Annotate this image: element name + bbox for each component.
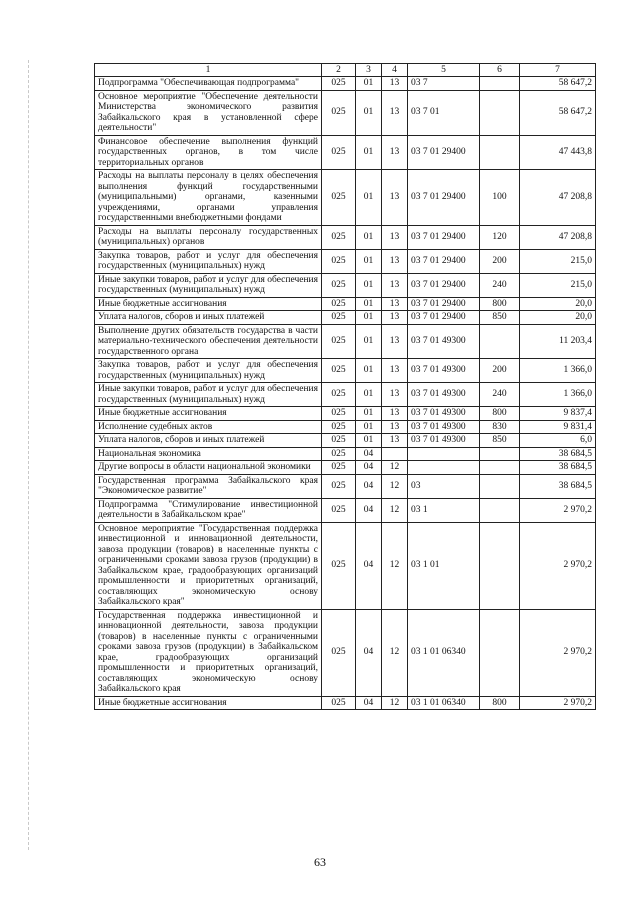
cell-subsection: 12 (382, 522, 408, 609)
cell-amount: 47 443,8 (520, 135, 596, 170)
column-header: 5 (408, 64, 480, 77)
table-header-row (95, 64, 596, 77)
cell-expense-type: 200 (480, 249, 520, 273)
cell-target-article: 03 7 (408, 77, 480, 91)
cell-target-article: 03 7 01 29400 (408, 311, 480, 325)
cell-target-article: 03 7 01 49300 (408, 420, 480, 434)
table-row (95, 434, 596, 448)
column-header: 7 (520, 64, 596, 77)
cell-subsection: 13 (382, 225, 408, 249)
cell-admin-code: 025 (322, 170, 356, 226)
cell-target-article: 03 7 01 29400 (408, 297, 480, 311)
cell-expense-type (480, 77, 520, 91)
cell-section: 01 (356, 420, 382, 434)
cell-subsection: 13 (382, 297, 408, 311)
cell-subsection: 13 (382, 90, 408, 135)
cell-amount: 6,0 (520, 434, 596, 448)
cell-name: Закупка товаров, работ и услуг для обеспечения государственных (муниципальных) нужд (95, 249, 322, 273)
cell-section: 01 (356, 77, 382, 91)
cell-amount: 38 684,5 (520, 447, 596, 461)
cell-subsection: 13 (382, 383, 408, 407)
table-row (95, 297, 596, 311)
cell-amount: 47 208,8 (520, 170, 596, 226)
cell-section: 04 (356, 498, 382, 522)
cell-admin-code: 025 (322, 225, 356, 249)
cell-section: 04 (356, 461, 382, 475)
column-header: 6 (480, 64, 520, 77)
cell-target-article: 03 7 01 49300 (408, 359, 480, 383)
cell-name: Уплата налогов, сборов и иных платежей (95, 434, 322, 448)
cell-admin-code: 025 (322, 498, 356, 522)
cell-amount: 215,0 (520, 249, 596, 273)
table-row (95, 273, 596, 297)
cell-target-article: 03 1 01 06340 (408, 609, 480, 696)
cell-name: Иные бюджетные ассигнования (95, 297, 322, 311)
table-row (95, 90, 596, 135)
cell-expense-type: 120 (480, 225, 520, 249)
column-header: 4 (382, 64, 408, 77)
cell-name: Выполнение других обязательств государства в части материально-технического обеспечения деятельности государственного органа (95, 324, 322, 359)
cell-name: Иные закупки товаров, работ и услуг для обеспечения государственных (муниципальных) нужд (95, 273, 322, 297)
cell-name: Другие вопросы в области национальной экономики (95, 461, 322, 475)
cell-target-article: 03 (408, 474, 480, 498)
cell-name: Основное мероприятие "Обеспечение деятельности Министерства экономического развития Забайкальского края в установленной сфере деятельности" (95, 90, 322, 135)
cell-name: Национальная экономика (95, 447, 322, 461)
cell-section: 01 (356, 434, 382, 448)
page-edge-line (28, 60, 29, 850)
cell-target-article: 03 7 01 49300 (408, 383, 480, 407)
cell-section: 04 (356, 474, 382, 498)
cell-expense-type: 830 (480, 420, 520, 434)
cell-admin-code: 025 (322, 359, 356, 383)
table-row (95, 324, 596, 359)
column-header: 2 (322, 64, 356, 77)
cell-admin-code: 025 (322, 474, 356, 498)
cell-subsection: 12 (382, 474, 408, 498)
cell-section: 01 (356, 135, 382, 170)
cell-admin-code: 025 (322, 90, 356, 135)
cell-expense-type (480, 609, 520, 696)
cell-admin-code: 025 (322, 434, 356, 448)
table-row (95, 609, 596, 696)
cell-target-article: 03 7 01 (408, 90, 480, 135)
cell-amount: 47 208,8 (520, 225, 596, 249)
table-row (95, 311, 596, 325)
table-row (95, 420, 596, 434)
cell-admin-code: 025 (322, 522, 356, 609)
cell-subsection: 13 (382, 249, 408, 273)
cell-subsection (382, 447, 408, 461)
cell-amount: 11 203,4 (520, 324, 596, 359)
cell-subsection: 13 (382, 359, 408, 383)
cell-section: 04 (356, 522, 382, 609)
cell-target-article: 03 7 01 29400 (408, 249, 480, 273)
cell-expense-type (480, 461, 520, 475)
cell-section: 01 (356, 273, 382, 297)
cell-target-article: 03 7 01 49300 (408, 434, 480, 448)
cell-subsection: 13 (382, 420, 408, 434)
cell-expense-type: 850 (480, 311, 520, 325)
cell-subsection: 12 (382, 696, 408, 710)
cell-admin-code: 025 (322, 609, 356, 696)
cell-expense-type (480, 522, 520, 609)
cell-expense-type: 800 (480, 696, 520, 710)
cell-subsection: 13 (382, 273, 408, 297)
cell-target-article: 03 7 01 29400 (408, 225, 480, 249)
table-row (95, 249, 596, 273)
cell-expense-type (480, 90, 520, 135)
cell-admin-code: 025 (322, 273, 356, 297)
cell-subsection: 13 (382, 324, 408, 359)
cell-expense-type (480, 135, 520, 170)
cell-expense-type: 240 (480, 383, 520, 407)
cell-name: Иные закупки товаров, работ и услуг для обеспечения государственных (муниципальных) нужд (95, 383, 322, 407)
cell-target-article: 03 1 01 (408, 522, 480, 609)
cell-expense-type: 200 (480, 359, 520, 383)
cell-target-article (408, 461, 480, 475)
cell-name: Расходы на выплаты персоналу в целях обеспечения выполнения функций государственными (муниципальными) органами, казенными учреждениями, органами управления государственными внебюджетными фондами (95, 170, 322, 226)
cell-amount: 9 831,4 (520, 420, 596, 434)
cell-admin-code: 025 (322, 324, 356, 359)
cell-name: Закупка товаров, работ и услуг для обеспечения государственных (муниципальных) нужд (95, 359, 322, 383)
cell-name: Подпрограмма "Обеспечивающая подпрограмма" (95, 77, 322, 91)
cell-section: 04 (356, 447, 382, 461)
cell-expense-type (480, 474, 520, 498)
cell-amount: 2 970,2 (520, 498, 596, 522)
cell-target-article: 03 7 01 49300 (408, 324, 480, 359)
cell-name: Подпрограмма "Стимулирование инвестиционной деятельности в Забайкальском крае" (95, 498, 322, 522)
cell-admin-code: 025 (322, 447, 356, 461)
cell-admin-code: 025 (322, 383, 356, 407)
cell-section: 01 (356, 249, 382, 273)
cell-admin-code: 025 (322, 461, 356, 475)
table-row (95, 407, 596, 421)
cell-target-article: 03 7 01 49300 (408, 407, 480, 421)
table-row (95, 170, 596, 226)
cell-admin-code: 025 (322, 696, 356, 710)
cell-subsection: 13 (382, 311, 408, 325)
cell-name: Государственная программа Забайкальского края "Экономическое развитие" (95, 474, 322, 498)
cell-admin-code: 025 (322, 297, 356, 311)
cell-amount: 20,0 (520, 311, 596, 325)
budget-table (94, 63, 596, 710)
cell-name: Уплата налогов, сборов и иных платежей (95, 311, 322, 325)
cell-section: 01 (356, 324, 382, 359)
cell-subsection: 12 (382, 498, 408, 522)
cell-amount: 2 970,2 (520, 609, 596, 696)
cell-subsection: 12 (382, 461, 408, 475)
cell-subsection: 12 (382, 609, 408, 696)
cell-section: 01 (356, 383, 382, 407)
cell-subsection: 13 (382, 77, 408, 91)
cell-section: 01 (356, 407, 382, 421)
cell-section: 01 (356, 225, 382, 249)
cell-amount: 1 366,0 (520, 359, 596, 383)
cell-expense-type (480, 324, 520, 359)
cell-expense-type (480, 447, 520, 461)
table-row (95, 447, 596, 461)
cell-amount: 20,0 (520, 297, 596, 311)
cell-expense-type: 800 (480, 297, 520, 311)
cell-subsection: 13 (382, 434, 408, 448)
cell-amount: 2 970,2 (520, 696, 596, 710)
table-row (95, 498, 596, 522)
table-row (95, 383, 596, 407)
cell-name: Иные бюджетные ассигнования (95, 407, 322, 421)
table-row (95, 135, 596, 170)
cell-name: Исполнение судебных актов (95, 420, 322, 434)
cell-amount: 1 366,0 (520, 383, 596, 407)
table-row (95, 359, 596, 383)
cell-section: 01 (356, 170, 382, 226)
cell-amount: 58 647,2 (520, 77, 596, 91)
cell-target-article: 03 7 01 29400 (408, 273, 480, 297)
column-header: 1 (95, 64, 322, 77)
cell-subsection: 13 (382, 170, 408, 226)
cell-name: Иные бюджетные ассигнования (95, 696, 322, 710)
cell-subsection: 13 (382, 407, 408, 421)
cell-section: 01 (356, 359, 382, 383)
table-row (95, 522, 596, 609)
cell-amount: 58 647,2 (520, 90, 596, 135)
cell-amount: 38 684,5 (520, 474, 596, 498)
table-row (95, 696, 596, 710)
cell-admin-code: 025 (322, 311, 356, 325)
table-row (95, 474, 596, 498)
cell-amount: 38 684,5 (520, 461, 596, 475)
cell-name: Государственная поддержка инвестиционной и инновационной деятельности, завоза продукции (товаров) в населенные пункты с ограниченными сроками завоза грузов (продукции) в Забайкальском крае, градообразующих организаций промышленности и приоритетных организаций, составляющих экономическую основу Забайкальского края (95, 609, 322, 696)
cell-target-article: 03 1 (408, 498, 480, 522)
cell-amount: 9 837,4 (520, 407, 596, 421)
cell-section: 01 (356, 297, 382, 311)
cell-target-article: 03 7 01 29400 (408, 170, 480, 226)
cell-admin-code: 025 (322, 135, 356, 170)
cell-section: 01 (356, 90, 382, 135)
table-row (95, 225, 596, 249)
cell-section: 04 (356, 696, 382, 710)
cell-name: Финансовое обеспечение выполнения функций государственных органов, в том числе территориальных органов (95, 135, 322, 170)
table-row (95, 461, 596, 475)
cell-expense-type (480, 498, 520, 522)
cell-admin-code: 025 (322, 77, 356, 91)
cell-name: Основное мероприятие "Государственная поддержка инвестиционной и инновационной деятельности, завоза продукции (товаров) в населенные пункты с ограниченными сроками завоза грузов (продукции) в Забайкальском крае, градообразующих организаций промышленности и приоритетных организаций, составляющих экономическую основу Забайкальского края" (95, 522, 322, 609)
cell-section: 04 (356, 609, 382, 696)
cell-amount: 2 970,2 (520, 522, 596, 609)
cell-section: 01 (356, 311, 382, 325)
cell-expense-type: 850 (480, 434, 520, 448)
table-row (95, 77, 596, 91)
cell-admin-code: 025 (322, 249, 356, 273)
cell-expense-type: 800 (480, 407, 520, 421)
cell-admin-code: 025 (322, 420, 356, 434)
cell-name: Расходы на выплаты персоналу государственных (муниципальных) органов (95, 225, 322, 249)
cell-amount: 215,0 (520, 273, 596, 297)
cell-expense-type: 100 (480, 170, 520, 226)
cell-expense-type: 240 (480, 273, 520, 297)
page-number: 63 (314, 855, 326, 869)
cell-target-article (408, 447, 480, 461)
cell-subsection: 13 (382, 135, 408, 170)
cell-target-article: 03 7 01 29400 (408, 135, 480, 170)
column-header: 3 (356, 64, 382, 77)
cell-admin-code: 025 (322, 407, 356, 421)
cell-target-article: 03 1 01 06340 (408, 696, 480, 710)
